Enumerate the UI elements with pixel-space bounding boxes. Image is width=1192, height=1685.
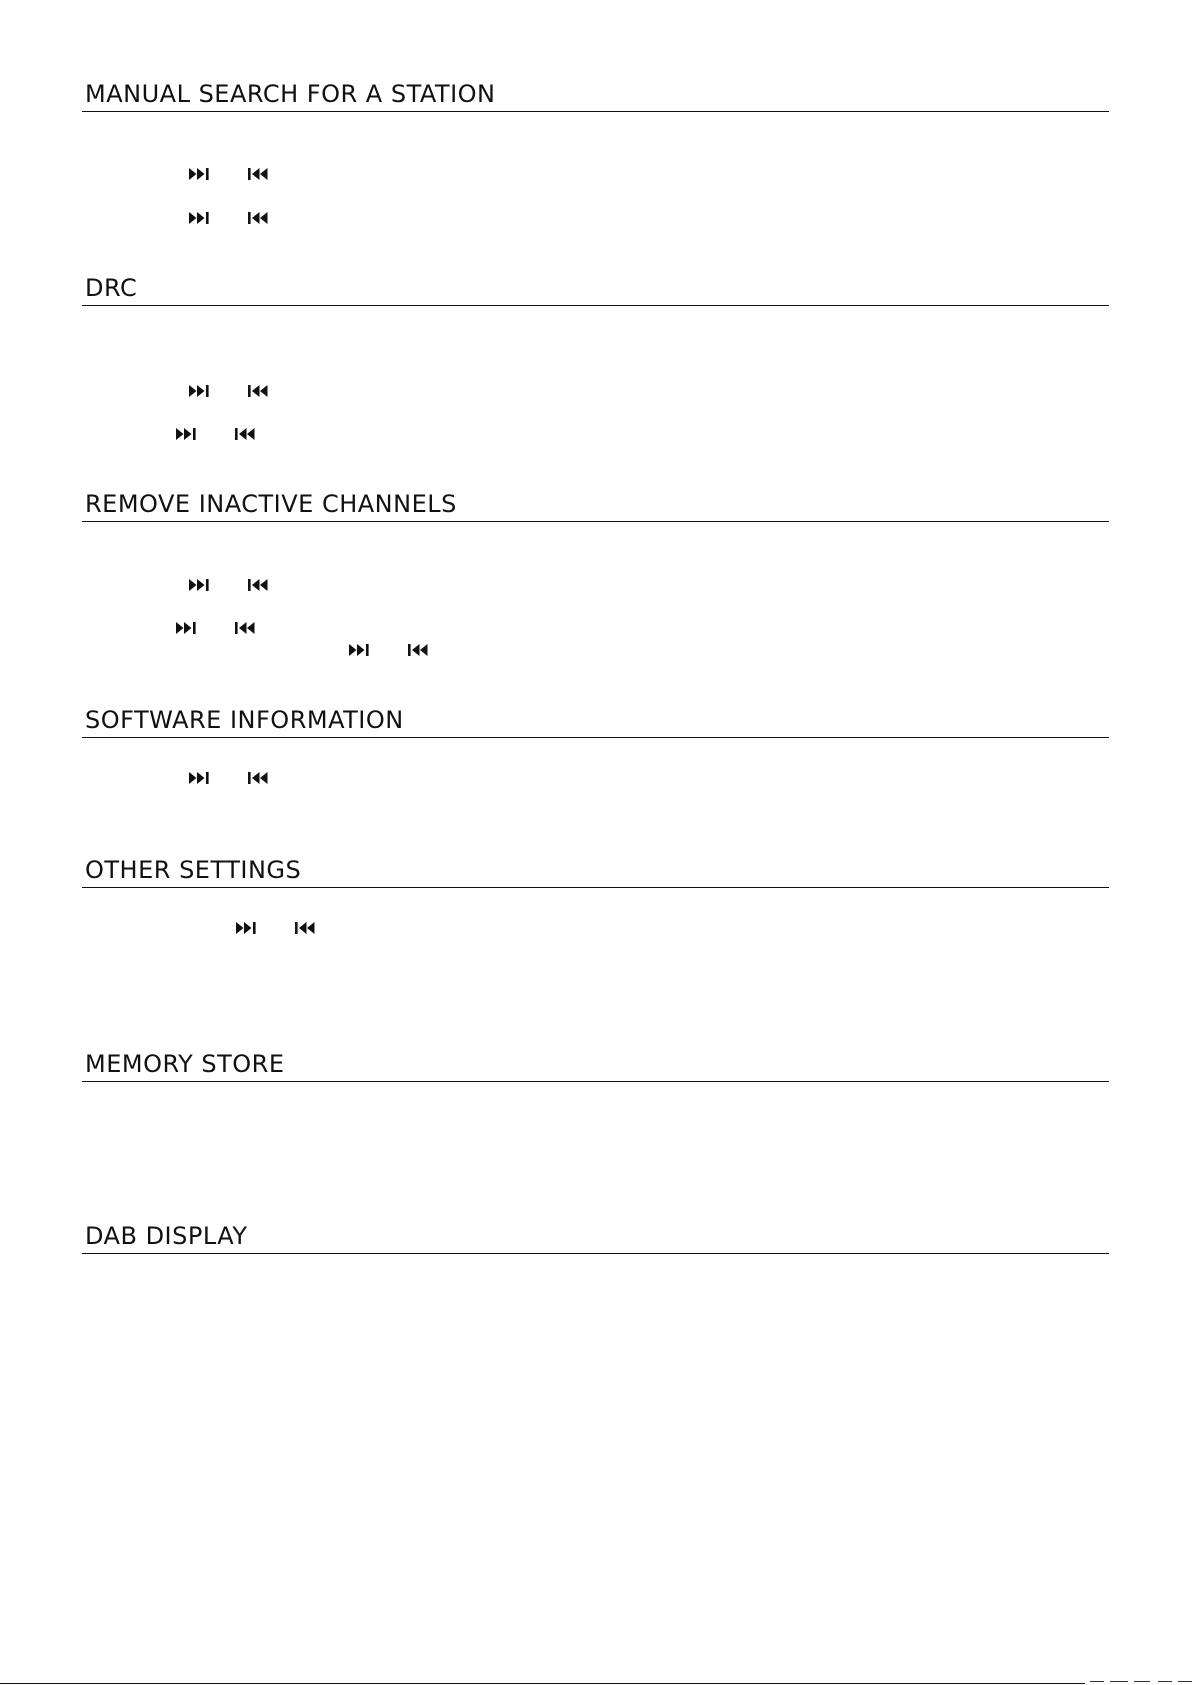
skip-next-icon [189,211,211,225]
skip-next-icon [176,427,198,441]
section-divider [82,737,1109,738]
skip-next-icon [349,643,371,657]
skip-next-icon [189,167,211,181]
section-divider [82,521,1109,522]
skip-previous-icon [248,771,270,785]
skip-previous-icon [295,921,317,935]
skip-previous-icon [408,643,430,657]
section-title: DAB DISPLAY [85,1222,248,1250]
section-title: SOFTWARE INFORMATION [85,706,404,734]
skip-next-icon [189,578,211,592]
section-divider [82,887,1109,888]
skip-next-icon [189,384,211,398]
section-divider [82,1081,1109,1082]
section-title: DRC [85,274,138,302]
section-divider [82,305,1109,306]
skip-previous-icon [248,167,270,181]
section-divider [82,111,1109,112]
footer-divider [0,1683,1085,1684]
skip-previous-icon [235,427,257,441]
skip-previous-icon [248,384,270,398]
skip-previous-icon [248,211,270,225]
skip-previous-icon [235,621,257,635]
skip-next-icon [189,771,211,785]
section-title: OTHER SETTINGS [85,856,302,884]
section-divider [82,1253,1109,1254]
section-title: MANUAL SEARCH FOR A STATION [85,80,496,108]
section-title: REMOVE INACTIVE CHANNELS [85,490,457,518]
footer-page-marks [1088,1677,1192,1685]
skip-next-icon [236,921,258,935]
skip-next-icon [176,621,198,635]
skip-previous-icon [248,578,270,592]
section-title: MEMORY STORE [85,1050,285,1078]
